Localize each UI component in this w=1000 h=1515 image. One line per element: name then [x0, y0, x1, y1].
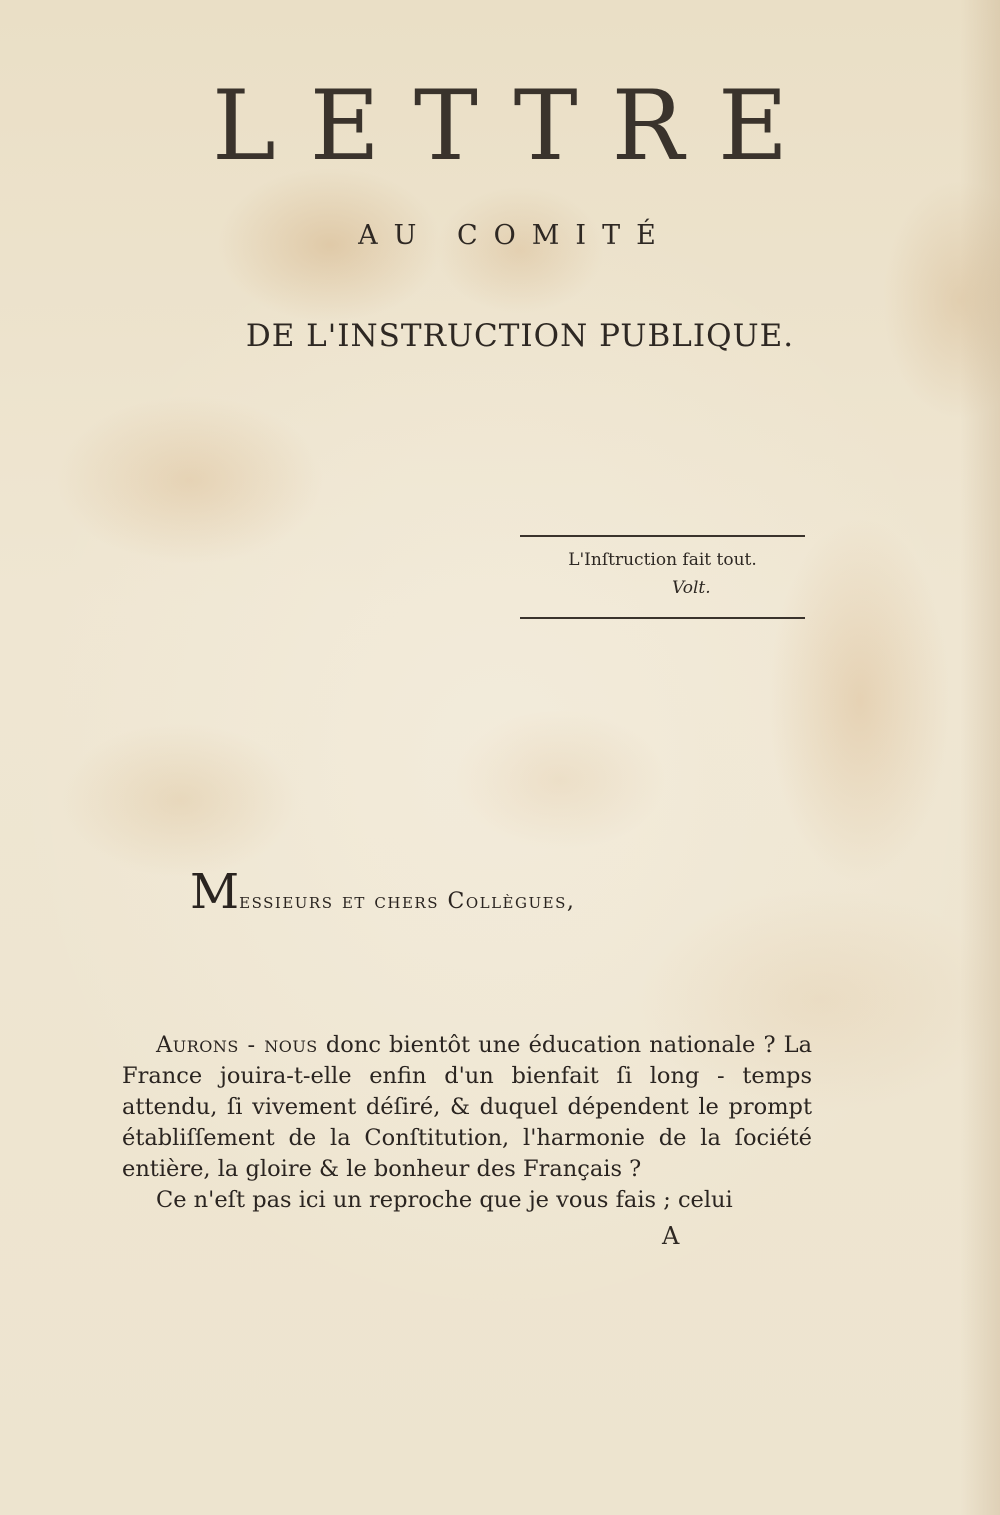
body-paragraph-1: [122, 1030, 812, 1185]
epigraph-rule-bottom: [520, 617, 805, 619]
epigraph-author: Volt.: [672, 578, 711, 598]
salutation: [190, 864, 576, 920]
salutation-initial: M: [190, 864, 240, 920]
signature-mark: A: [662, 1222, 680, 1250]
epigraph-quote: L'Inſtruction fait tout.: [568, 550, 757, 570]
body-paragraph-2: Ce n'eſt pas ici un reproche que je vous fais ; celui: [156, 1187, 733, 1213]
subtitle-public-instruction: DE L'INSTRUCTION PUBLIQUE.: [245, 318, 795, 354]
body-text: [122, 1030, 812, 1216]
subtitle-committee: AU COMITÉ: [358, 220, 672, 251]
paragraph-1-text: donc bientôt une éducation nationale ? La France jouira-t-elle enfin d'un bienfait ſi long - temps attendu, ſi vivement déſiré, & duquel dépendent le prompt établiſſement de la Conſtitution, l'harmonie de la ſociété entière, la gloire & le bonheur des Français ?: [122, 1032, 812, 1182]
salutation-rest: essieurs et chers Collègues,: [239, 889, 576, 914]
document-title: LETTRE: [211, 70, 823, 182]
epigraph-rule-top: [520, 535, 805, 537]
paragraph-lead-words: Aurons - nous: [156, 1032, 318, 1058]
